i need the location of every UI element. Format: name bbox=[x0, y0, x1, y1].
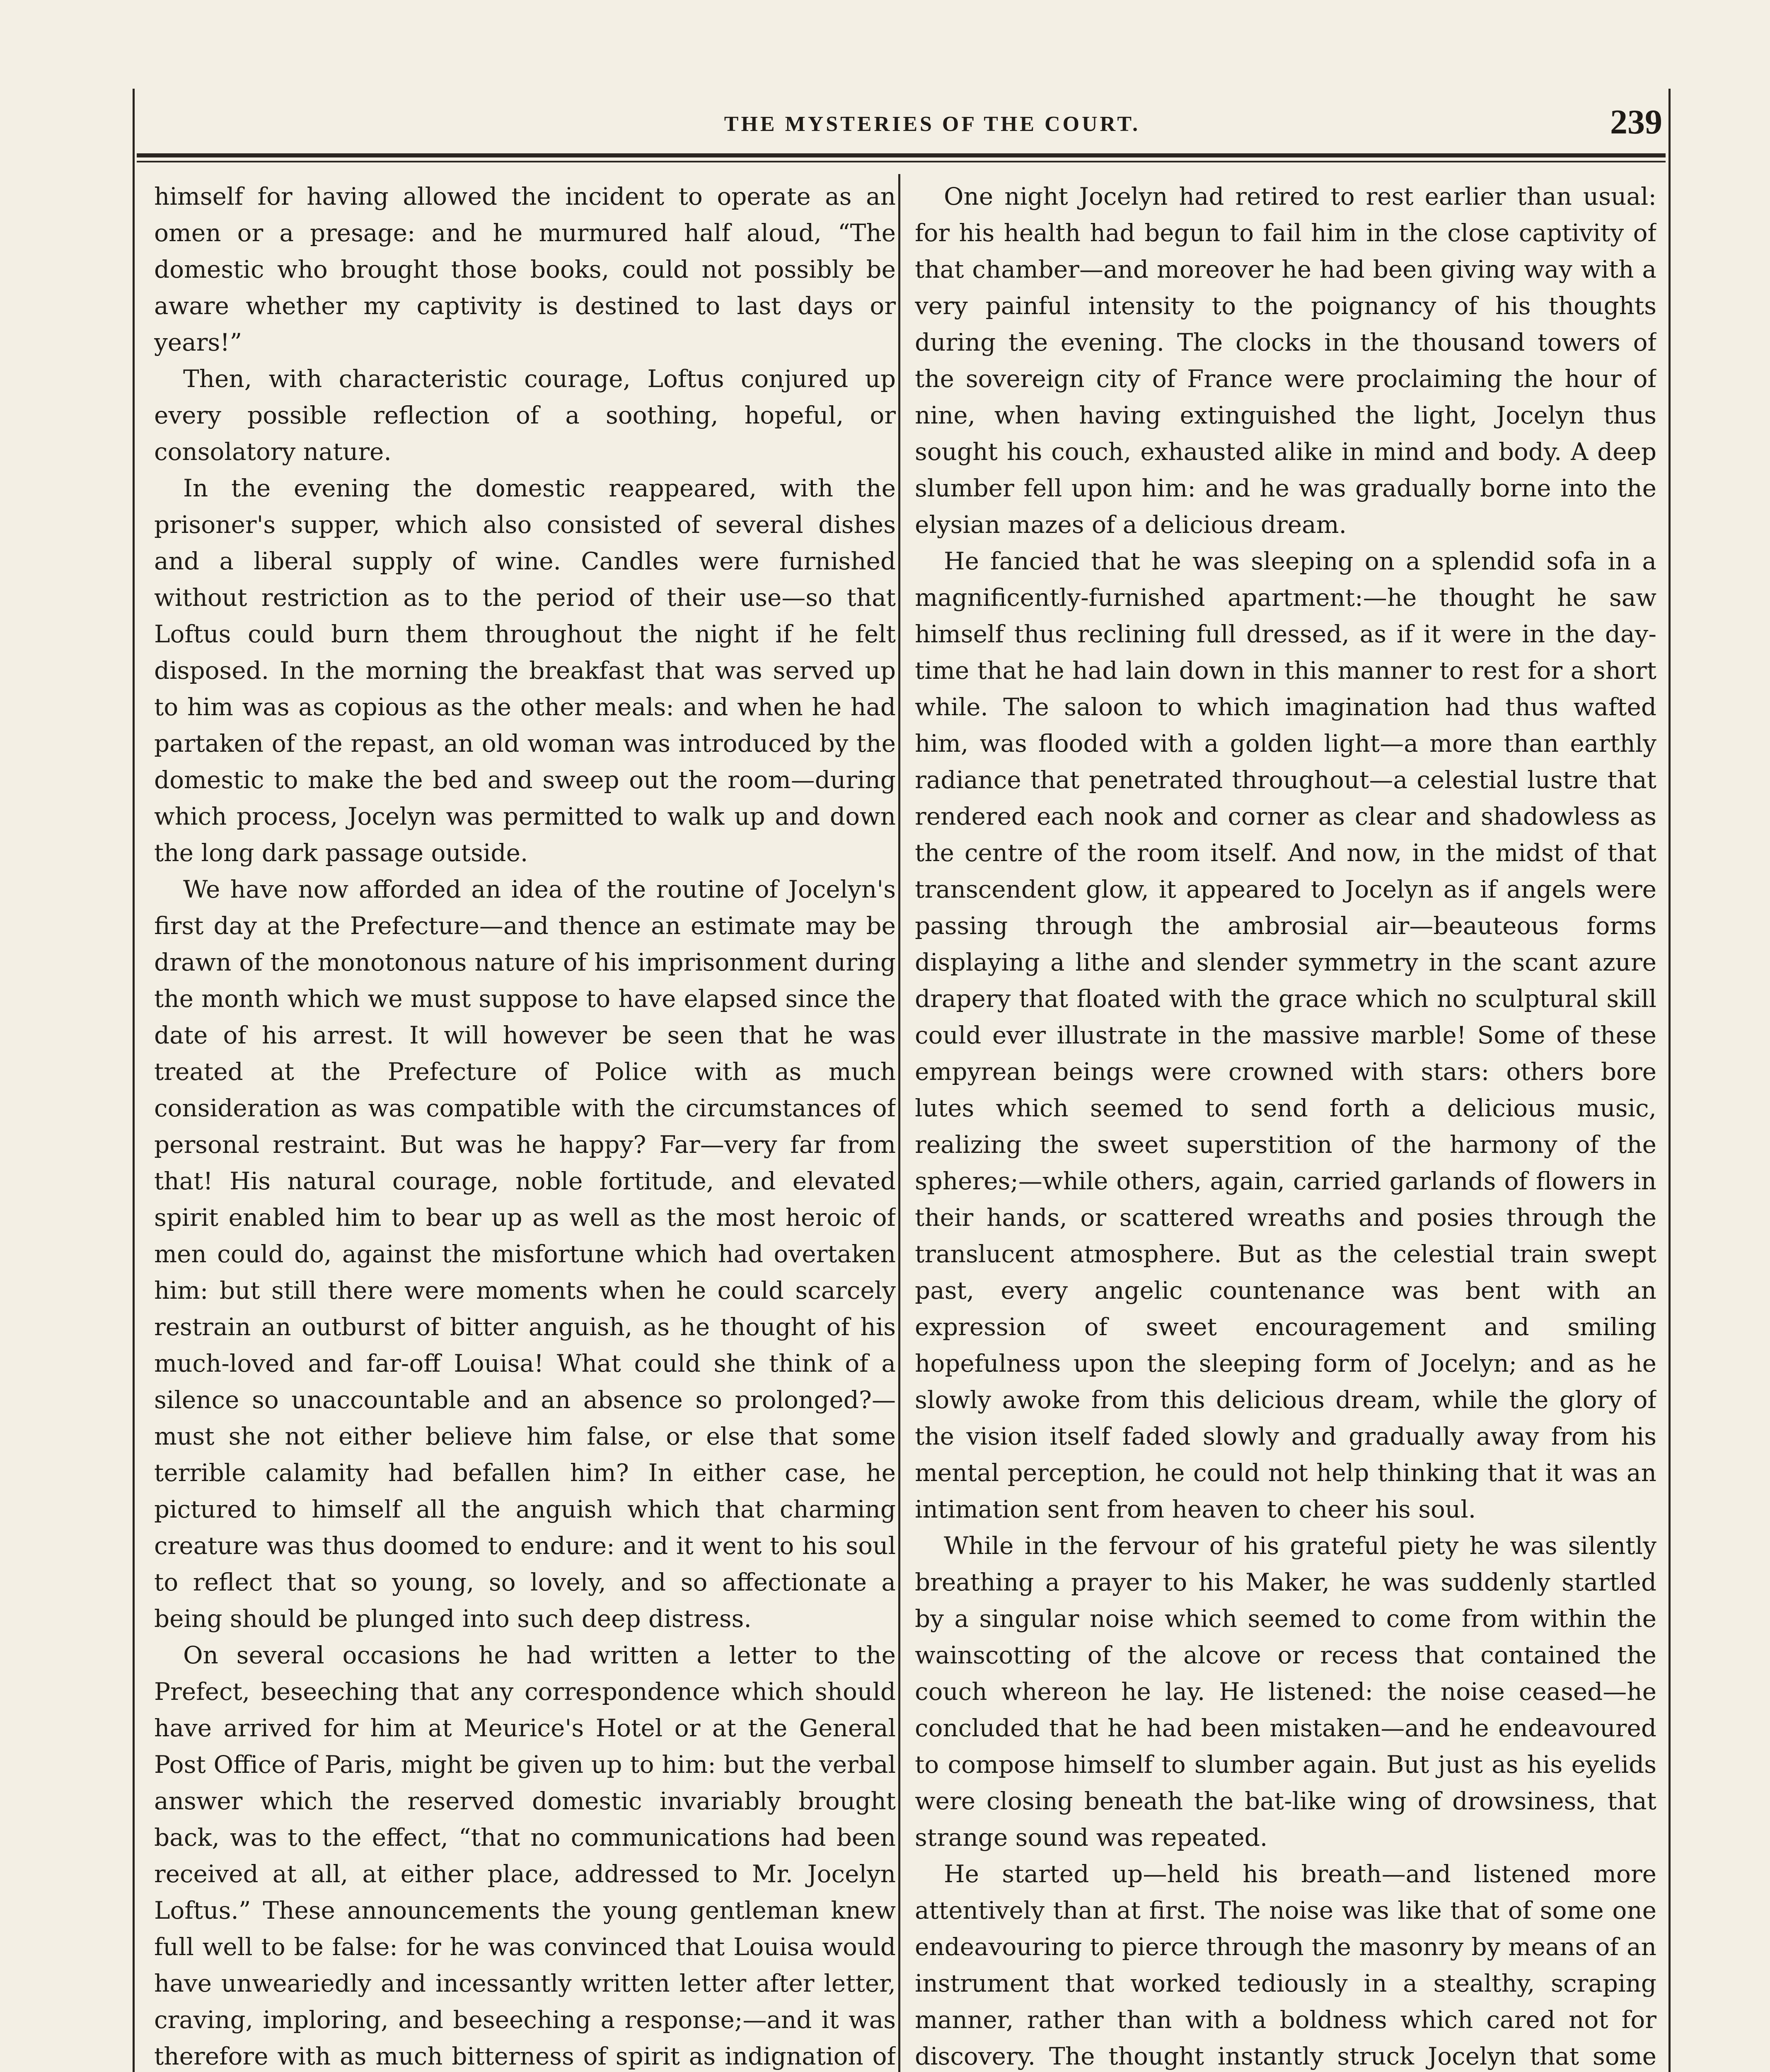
paragraph: He started up—held his breath—and listened more attentively than at first. The noise was like that of some one endeavouring to pierce through the masonry by means of an instrument that worked tediously in a stealthy, scraping manner, rather than with a boldness which cared not for discovery. The thought instantly struck Jocelyn that some bbox=[915, 1860, 1656, 2070]
paragraph: himself for having allowed the incident to operate as an omen or a presage: and he murmured half aloud, “The domestic who brought those books, could not possibly be aware whether my captivity is destined to last days or years!” bbox=[154, 182, 896, 356]
page-number: 239 bbox=[1610, 103, 1662, 141]
header-rule bbox=[137, 153, 1666, 162]
paragraph: Then, with characteristic courage, Loftus conjured up every possible reflection of a soothing, hopeful, or consolatory nature. bbox=[154, 365, 896, 466]
paragraph: On several occasions he had written a letter to the Prefect, beseeching that any correspondence which should have arrived for him at Meurice's Hotel or at the General Post Office of Paris, might be given up to him: but the verbal answer which the reserved domestic invariably brought back, was to the effect, “that no communications had been received at all, at either place, addressed to Mr. Jocelyn Loftus.” These announcements the young gentleman knew full well to be false: for he was convinced that Louisa would have unweariedly and incessantly written letter after letter, craving, imploring, and beseeching a response;—and it was therefore with as much bitterness of spirit as indignation of bbox=[154, 1641, 896, 2070]
column-divider bbox=[898, 174, 900, 2072]
left-column bbox=[154, 178, 896, 2072]
right-column bbox=[915, 178, 1656, 2072]
paragraph: In the evening the domestic reappeared, with the prisoner's supper, which also consisted of several dishes and a liberal supply of wine. Candles were furnished without restriction as to the period of their use—so that Loftus could burn them throughout the night if he felt disposed. In the morning the breakfast that was served up to him was as copious as the other meals: and when he had partaken of the repast, an old woman was introduced by the domestic to make the bed and sweep out the room—during which process, Jocelyn was permitted to walk up and down the long dark passage outside. bbox=[154, 474, 896, 867]
paragraph: We have now afforded an idea of the routine of Jocelyn's first day at the Prefecture—and thence an estimate may be drawn of the monotonous nature of his imprisonment during the month which we must suppose to have elapsed since the date of his arrest. It will however be seen that he was treated at the Prefecture of Police with as much consideration as was compatible with the circumstances of personal restraint. But was he happy? Far—very far from that! His natural courage, noble fortitude, and elevated spirit enabled him to bear up as well as the most heroic of men could do, against the misfortune which had overtaken him: but still there were moments when he could scarcely restrain an outburst of bitter anguish, as he thought of his much-loved and far-off Louisa! What could she think of a silence so unaccountable and an absence so prolonged?—must she not either believe him false, or else that some terrible calamity had befallen him? In either case, he pictured to himself all the anguish which that charming creature was thus doomed to endure: and it went to his soul to reflect that so young, so lovely, and so affectionate a being should be plunged into such deep distress. bbox=[154, 875, 896, 1633]
running-head: THE MYSTERIES OF THE COURT. bbox=[724, 112, 1141, 136]
paragraph: While in the fervour of his grateful piety he was silently breathing a prayer to his Maker, he was suddenly startled by a singular noise which seemed to come from within the wainscotting of the alcove or recess that contained the couch whereon he lay. He listened: the noise ceased—he concluded that he had been mistaken—and he endeavoured to compose himself to slumber again. But just as his eyelids were closing beneath the bat-like wing of drowsiness, that strange sound was repeated. bbox=[915, 1532, 1656, 1852]
paragraph: One night Jocelyn had retired to rest earlier than usual: for his health had begun to fail him in the close captivity of that chamber—and moreover he had been giving way with a very painful intensity to the poignancy of his thoughts during the evening. The clocks in the thousand towers of the sovereign city of France were proclaiming the hour of nine, when having extinguished the light, Jocelyn thus sought his couch, exhausted alike in mind and body. A deep slumber fell upon him: and he was gradually borne into the elysian mazes of a delicious dream. bbox=[915, 182, 1656, 539]
paragraph: He fancied that he was sleeping on a splendid sofa in a magnificently-furnished apartment:—he thought he saw himself thus reclining full dressed, as if it were in the day-time that he had lain down in this manner to rest for a short while. The saloon to which imagination had thus wafted him, was flooded with a golden light—a more than earthly radiance that penetrated throughout—a celestial lustre that rendered each nook and corner as clear and shadowless as the centre of the room itself. And now, in the midst of that transcendent glow, it appeared to Jocelyn as if angels were passing through the ambrosial air—beauteous forms displaying a lithe and slender symmetry in the scant azure drapery that floated with the grace which no sculptural skill could ever illustrate in the massive marble! Some of these empyrean beings were crowned with stars: others bore lutes which seemed to send forth a delicious music, realizing the sweet superstition of the harmony of the spheres;—while others, again, carried garlands of flowers in their hands, or scattered wreaths and posies through the translucent atmosphere. But as the celestial train swept past, every angelic countenance was bent with an expression of sweet encouragement and smiling hopefulness upon the sleeping form of Jocelyn; and as he slowly awoke from this delicious dream, while the glory of the vision itself faded slowly and gradually away from his mental perception, he could not help thinking that it was an intimation sent from heaven to cheer his soul. bbox=[915, 547, 1656, 1523]
